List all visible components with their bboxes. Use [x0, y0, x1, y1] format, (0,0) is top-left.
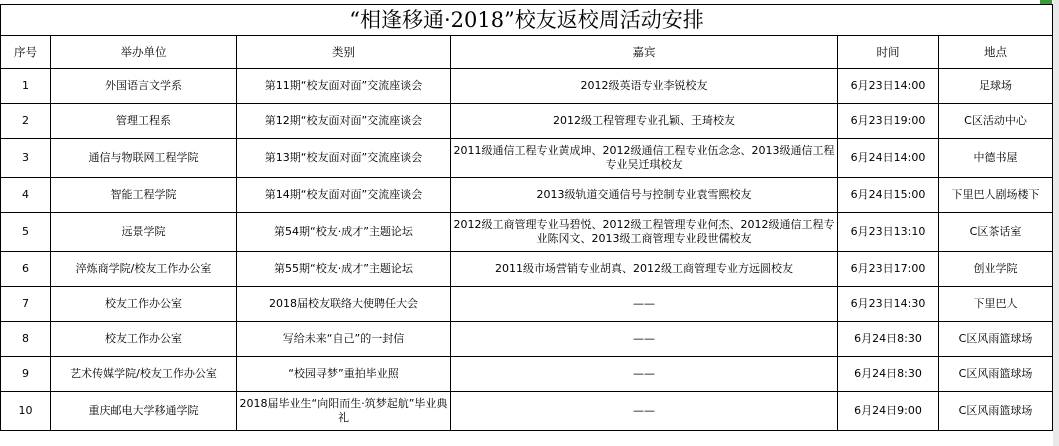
cell-org[interactable]: 远景学院 [51, 213, 237, 252]
header-cell-guest[interactable]: 嘉宾 [451, 36, 838, 69]
cell-place[interactable]: 中德书屋 [939, 139, 1053, 178]
cell-no[interactable]: 3 [1, 139, 51, 178]
table-row [1, 213, 1053, 252]
cell-type[interactable]: 2018届校友联络大使聘任大会 [237, 287, 451, 322]
cell-type[interactable]: “校园寻梦”重拍毕业照 [237, 357, 451, 392]
header-row [1, 36, 1053, 69]
cell-place[interactable]: 下里巴人剧场楼下 [939, 178, 1053, 213]
cell-time[interactable]: 6月23日17:00 [838, 252, 939, 287]
selection-corner-mark [1040, 0, 1052, 4]
table-row [1, 178, 1053, 213]
table-row [1, 104, 1053, 139]
cell-place[interactable]: C区风雨篮球场 [939, 322, 1053, 357]
table-row [1, 252, 1053, 287]
cell-org[interactable]: 淬炼商学院/校友工作办公室 [51, 252, 237, 287]
cell-time[interactable]: 6月23日19:00 [838, 104, 939, 139]
cell-type[interactable]: 第12期“校友面对面”交流座谈会 [237, 104, 451, 139]
cell-org[interactable]: 校友工作办公室 [51, 322, 237, 357]
cell-guest[interactable]: 2013级轨道交通信号与控制专业袁雪熙校友 [451, 178, 838, 213]
cell-place[interactable]: C区风雨篮球场 [939, 357, 1053, 392]
cell-guest[interactable]: 2011级市场营销专业胡真、2012级工商管理专业方远圆校友 [451, 252, 838, 287]
table-row [1, 357, 1053, 392]
cell-guest[interactable]: —— [451, 322, 838, 357]
table-row [1, 139, 1053, 178]
cell-guest[interactable]: —— [451, 357, 838, 392]
cell-place[interactable]: 下里巴人 [939, 287, 1053, 322]
cell-no[interactable]: 8 [1, 322, 51, 357]
cell-type[interactable]: 写给未来“自己”的一封信 [237, 322, 451, 357]
cell-place[interactable]: C区活动中心 [939, 104, 1053, 139]
cell-time[interactable]: 6月23日13:10 [838, 213, 939, 252]
sheet-right-edge [1053, 0, 1059, 446]
cell-type[interactable]: 第13期“校友面对面”交流座谈会 [237, 139, 451, 178]
cell-org[interactable]: 外国语言文学系 [51, 69, 237, 104]
cell-no[interactable]: 9 [1, 357, 51, 392]
cell-org[interactable]: 艺术传媒学院/校友工作办公室 [51, 357, 237, 392]
table-row [1, 392, 1053, 431]
cell-time[interactable]: 6月24日8:30 [838, 357, 939, 392]
cell-time[interactable]: 6月24日8:30 [838, 322, 939, 357]
cell-no[interactable]: 2 [1, 104, 51, 139]
cell-time[interactable]: 6月24日15:00 [838, 178, 939, 213]
cell-type[interactable]: 第55期“校友·成才”主题论坛 [237, 252, 451, 287]
cell-no[interactable]: 10 [1, 392, 51, 431]
cell-org[interactable]: 重庆邮电大学移通学院 [51, 392, 237, 431]
cell-no[interactable]: 6 [1, 252, 51, 287]
table-row [1, 287, 1053, 322]
cell-time[interactable]: 6月23日14:00 [838, 69, 939, 104]
cell-guest[interactable]: —— [451, 287, 838, 322]
cell-guest[interactable]: 2011级通信工程专业黄成坤、2012级通信工程专业伍念念、2013级通信工程专业吴迁琪校友 [451, 139, 838, 178]
cell-time[interactable]: 6月24日9:00 [838, 392, 939, 431]
cell-time[interactable]: 6月23日14:30 [838, 287, 939, 322]
header-cell-type[interactable]: 类别 [237, 36, 451, 69]
cell-place[interactable]: 创业学院 [939, 252, 1053, 287]
header-cell-org[interactable]: 举办单位 [51, 36, 237, 69]
cell-type[interactable]: 第14期“校友面对面”交流座谈会 [237, 178, 451, 213]
cell-no[interactable]: 5 [1, 213, 51, 252]
sheet-title[interactable]: “相逢移通·2018”校友返校周活动安排 [1, 5, 1053, 36]
header-cell-no[interactable]: 序号 [1, 36, 51, 69]
cell-no[interactable]: 1 [1, 69, 51, 104]
cell-guest[interactable]: 2012级英语专业李锐校友 [451, 69, 838, 104]
cell-org[interactable]: 管理工程系 [51, 104, 237, 139]
cell-guest[interactable]: 2012级工程管理专业孔颖、王琦校友 [451, 104, 838, 139]
cell-place[interactable]: 足球场 [939, 69, 1053, 104]
cell-org[interactable]: 校友工作办公室 [51, 287, 237, 322]
cell-guest[interactable]: 2012级工商管理专业马碧悦、2012级工程管理专业何杰、2012级通信工程专业陈冈文、2013级工商管理专业段世儒校友 [451, 213, 838, 252]
cell-no[interactable]: 4 [1, 178, 51, 213]
cell-org[interactable]: 通信与物联网工程学院 [51, 139, 237, 178]
cell-place[interactable]: C区风雨篮球场 [939, 392, 1053, 431]
header-cell-time[interactable]: 时间 [838, 36, 939, 69]
cell-type[interactable]: 2018届毕业生“向阳而生·筑梦起航”毕业典礼 [237, 392, 451, 431]
activity-schedule-table [0, 4, 1053, 431]
cell-guest[interactable]: —— [451, 392, 838, 431]
table-row [1, 322, 1053, 357]
cell-type[interactable]: 第54期“校友·成才”主题论坛 [237, 213, 451, 252]
cell-place[interactable]: C区茶话室 [939, 213, 1053, 252]
table-row [1, 69, 1053, 104]
header-cell-place[interactable]: 地点 [939, 36, 1053, 69]
cell-time[interactable]: 6月24日14:00 [838, 139, 939, 178]
cell-org[interactable]: 智能工程学院 [51, 178, 237, 213]
cell-type[interactable]: 第11期“校友面对面”交流座谈会 [237, 69, 451, 104]
cell-no[interactable]: 7 [1, 287, 51, 322]
